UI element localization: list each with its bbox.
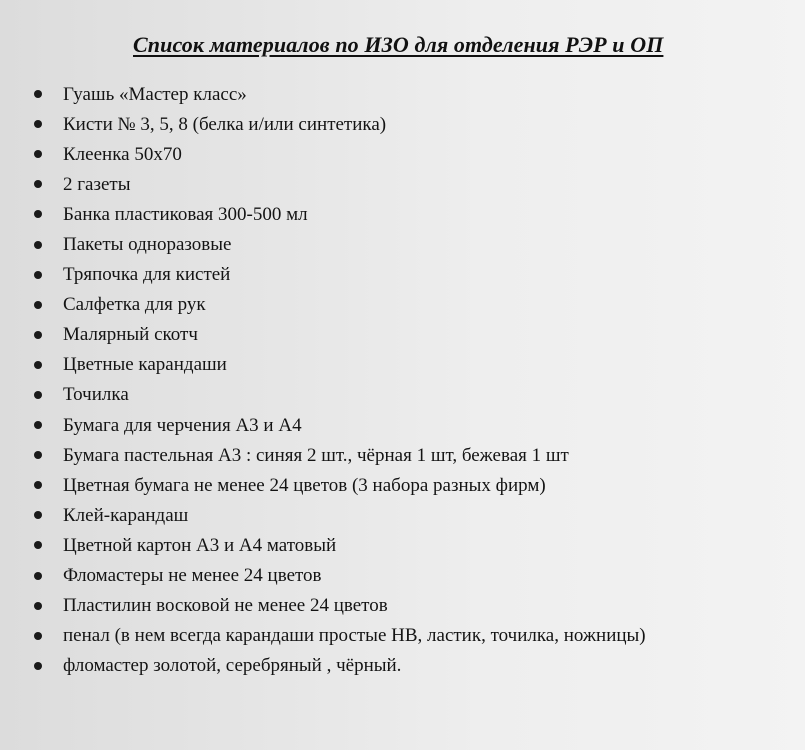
list-item-text: Бумага для черчения А3 и А4	[63, 414, 302, 436]
bullet-icon	[34, 301, 42, 309]
list-item	[34, 380, 646, 410]
list-item-text: Пластилин восковой не менее 24 цветов	[63, 595, 388, 617]
bullet-icon	[34, 331, 42, 339]
list-item	[34, 591, 646, 621]
bullet-icon	[34, 451, 42, 459]
list-item	[34, 199, 646, 229]
bullet-icon	[34, 572, 42, 580]
list-item-text: Салфетка для рук	[63, 294, 206, 316]
bullet-icon	[34, 511, 42, 519]
document-title: Список материалов по ИЗО для отделения РЭР и ОП	[133, 32, 664, 57]
list-item-text: Цветной картон А3 и А4 матовый	[63, 534, 337, 556]
list-item-text: фломастер золотой, серебряный , чёрный.	[63, 655, 402, 677]
list-item-text: 2 газеты	[63, 173, 131, 195]
list-item	[34, 561, 646, 591]
materials-list	[34, 79, 646, 681]
bullet-icon	[34, 90, 42, 98]
list-item-text: Точилка	[63, 384, 129, 406]
bullet-icon	[34, 421, 42, 429]
list-item	[34, 169, 646, 199]
list-item-text: Цветная бумага не менее 24 цветов (3 набора разных фирм)	[63, 474, 546, 496]
list-item-text: пенал (в нем всегда карандаши простые НВ, ластик, точилка, ножницы)	[63, 625, 646, 647]
list-item	[34, 350, 646, 380]
bullet-icon	[34, 662, 42, 670]
list-item	[34, 440, 646, 470]
list-item	[34, 79, 646, 109]
list-item	[34, 530, 646, 560]
bullet-icon	[34, 150, 42, 158]
bullet-icon	[34, 271, 42, 279]
list-item-text: Фломастеры не менее 24 цветов	[63, 565, 322, 587]
bullet-icon	[34, 120, 42, 128]
list-item	[34, 290, 646, 320]
list-item-text: Тряпочка для кистей	[63, 264, 231, 286]
list-item	[34, 621, 646, 651]
list-item-text: Пакеты одноразовые	[63, 234, 232, 256]
list-item	[34, 139, 646, 169]
list-item-text: Бумага пастельная А3 : синяя 2 шт., чёрная 1 шт, бежевая 1 шт	[63, 444, 569, 466]
list-item	[34, 109, 646, 139]
bullet-icon	[34, 541, 42, 549]
bullet-icon	[34, 180, 42, 188]
bullet-icon	[34, 210, 42, 218]
bullet-icon	[34, 361, 42, 369]
bullet-icon	[34, 632, 42, 640]
list-item-text: Гуашь «Мастер класс»	[63, 83, 247, 105]
list-item	[34, 651, 646, 681]
list-item-text: Банка пластиковая 300-500 мл	[63, 203, 308, 225]
list-item-text: Малярный скотч	[63, 324, 198, 346]
bullet-icon	[34, 481, 42, 489]
list-item	[34, 229, 646, 259]
list-item-text: Клей-карандаш	[63, 504, 189, 526]
list-item	[34, 470, 646, 500]
list-item-text: Клеенка 50х70	[63, 143, 182, 165]
list-item	[34, 260, 646, 290]
list-item	[34, 410, 646, 440]
bullet-icon	[34, 391, 42, 399]
list-item	[34, 320, 646, 350]
bullet-icon	[34, 241, 42, 249]
bullet-icon	[34, 602, 42, 610]
list-item-text: Кисти № 3, 5, 8 (белка и/или синтетика)	[63, 113, 387, 135]
list-item	[34, 500, 646, 530]
list-item-text: Цветные карандаши	[63, 354, 227, 376]
